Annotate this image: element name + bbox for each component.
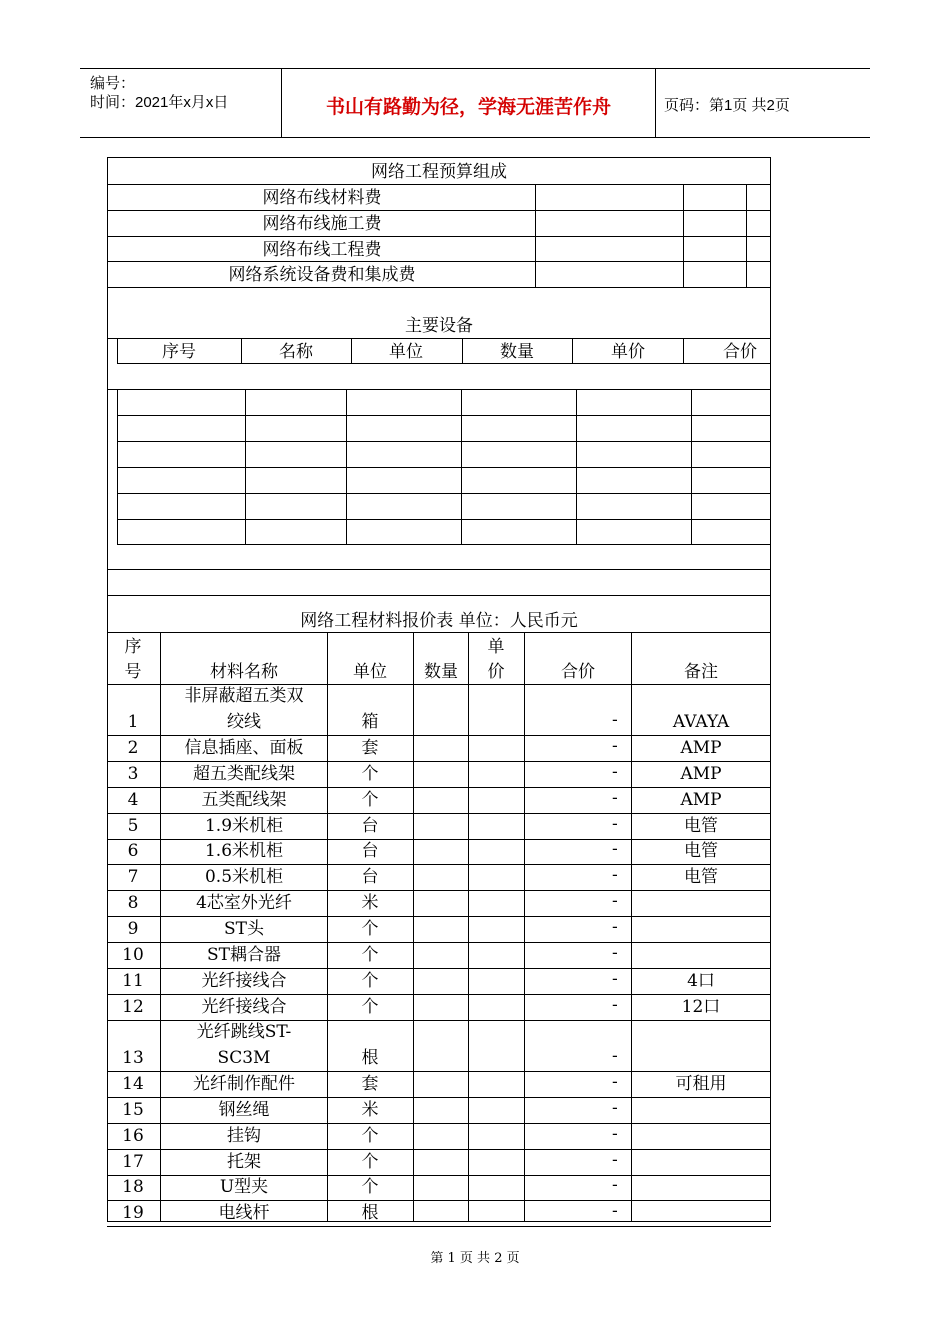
quote-row-unit: 套	[361, 738, 379, 758]
quote-row-name: 1.9米机柜	[204, 816, 284, 836]
quote-row-total: -	[612, 891, 618, 911]
quote-row-no: 5	[127, 816, 139, 836]
quote-row-unit: 台	[361, 816, 379, 836]
budget-row-rule	[107, 287, 771, 288]
quote-row-note: AMP	[680, 764, 722, 784]
quote-row-unit: 个	[361, 790, 379, 810]
quote-row-name: 4芯室外光纤	[196, 893, 292, 913]
quote-col-rule	[524, 632, 525, 1222]
equipment-title: 主要设备	[405, 316, 473, 336]
equipment-grid-rule	[117, 519, 771, 520]
quote-row-name: 绞线	[227, 712, 261, 732]
quote-row-note: 12口	[681, 997, 721, 1017]
quote-row-unit: 个	[361, 945, 379, 965]
quote-row-no: 10	[122, 945, 144, 965]
quote-row-note: 电管	[684, 841, 718, 861]
quote-row-no: 17	[122, 1152, 144, 1172]
quote-row-total: -	[612, 995, 618, 1015]
quote-row-rule	[107, 787, 771, 788]
quote-row-total: -	[612, 1150, 618, 1170]
quote-row-unit: 米	[361, 893, 379, 913]
equipment-col-header: 合价	[723, 342, 757, 362]
quote-row-total: -	[612, 1201, 618, 1221]
budget-item: 网络布线材料费	[262, 188, 382, 208]
quote-row-unit: 个	[361, 764, 379, 784]
frame-left	[107, 157, 108, 1222]
quote-row-rule	[107, 1020, 771, 1021]
quote-title-rule	[107, 632, 771, 633]
quote-row-no: 14	[122, 1074, 144, 1094]
table-rule	[241, 338, 242, 364]
quote-row-name: U型夹	[219, 1177, 269, 1197]
table-rule	[117, 363, 771, 364]
quote-row-no: 13	[122, 1048, 144, 1068]
quote-row-no: 16	[122, 1126, 144, 1146]
quote-row-rule	[107, 761, 771, 762]
quote-row-unit: 套	[361, 1074, 379, 1094]
quote-col-total: 合价	[561, 662, 595, 682]
budget-row-rule	[107, 261, 771, 262]
quote-header-rule	[107, 684, 771, 685]
quote-row-name: 钢丝绳	[218, 1100, 270, 1120]
page-header	[80, 68, 870, 138]
equipment-col-header: 数量	[500, 342, 534, 362]
quote-row-rule	[107, 916, 771, 917]
quote-row-no: 15	[122, 1100, 144, 1120]
quote-row-name: 托架	[227, 1152, 261, 1172]
quote-row-unit: 台	[361, 867, 379, 887]
quote-row-rule	[107, 1175, 771, 1176]
quote-row-name: 光纤制作配件	[193, 1074, 295, 1094]
quote-row-note: AMP	[680, 738, 722, 758]
quote-col-seq: 序	[124, 637, 142, 657]
quote-col-rule	[160, 632, 161, 1222]
quote-row-no: 11	[122, 971, 144, 991]
quote-row-name: 光纤接线合	[201, 971, 287, 991]
table-rule	[683, 261, 684, 288]
quote-row-no: 3	[127, 764, 139, 784]
quote-row-total: -	[612, 943, 618, 963]
table-rule	[535, 210, 536, 237]
table-rule	[535, 261, 536, 288]
table-rule	[746, 184, 747, 211]
quote-row-rule	[107, 890, 771, 891]
quote-row-unit: 个	[361, 997, 379, 1017]
quote-col-note: 备注	[684, 662, 718, 682]
budget-item: 网络系统设备费和集成费	[228, 265, 416, 285]
budget-title: 网络工程预算组成	[371, 162, 507, 182]
quote-row-total: -	[612, 839, 618, 859]
quote-row-note: 4口	[687, 971, 715, 991]
table-rule	[683, 210, 684, 237]
quote-row-unit: 个	[361, 971, 379, 991]
header-meta	[80, 69, 280, 137]
quote-row-name: 0.5米机柜	[204, 867, 284, 887]
quote-row-total: -	[612, 1098, 618, 1118]
quote-row-no: 6	[127, 841, 139, 861]
quote-row-rule	[107, 1226, 771, 1227]
equipment-grid-rule	[117, 389, 118, 545]
budget-row-rule	[107, 236, 771, 237]
quote-row-rule	[107, 735, 771, 736]
quote-row-name: 1.6米机柜	[204, 841, 284, 861]
equipment-grid-rule	[245, 389, 246, 545]
quote-row-name: 信息插座、面板	[184, 738, 304, 758]
quote-row-no: 19	[122, 1203, 144, 1223]
quote-row-rule	[107, 942, 771, 943]
quote-row-total: -	[612, 1046, 618, 1066]
equipment-grid-rule	[461, 389, 462, 545]
table-rule	[535, 236, 536, 262]
equipment-grid-rule	[576, 389, 577, 545]
quote-row-total: -	[612, 710, 618, 730]
quote-row-name: 五类配线架	[201, 790, 287, 810]
quote-row-total: -	[612, 969, 618, 989]
quote-col-qty: 数量	[424, 662, 458, 682]
quote-row-total: -	[612, 814, 618, 834]
quote-row-rule	[107, 1123, 771, 1124]
table-rule	[683, 236, 684, 262]
quote-title: 网络工程材料报价表 单位：人民币元	[300, 611, 578, 631]
quote-col-seq: 号	[124, 662, 142, 682]
table-rule	[351, 338, 352, 364]
quote-row-total: -	[612, 1072, 618, 1092]
quote-row-rule	[107, 1200, 771, 1201]
equipment-col-header: 单价	[611, 342, 645, 362]
table-rule	[683, 184, 684, 211]
budget-row-rule	[107, 210, 771, 211]
quote-row-no: 12	[122, 997, 144, 1017]
quote-row-no: 4	[127, 790, 139, 810]
quote-row-unit: 台	[361, 841, 379, 861]
quote-row-unit: 个	[361, 1126, 379, 1146]
frame-top	[107, 157, 771, 158]
quote-row-unit: 个	[361, 919, 379, 939]
quote-row-name: ST耦合器	[207, 945, 281, 965]
quote-row-name: 非屏蔽超五类双	[184, 686, 304, 706]
table-rule	[462, 338, 463, 364]
quote-col-price: 价	[487, 662, 505, 682]
table-rule	[117, 338, 118, 364]
quote-row-unit: 根	[361, 1203, 379, 1223]
quote-row-total: -	[612, 1175, 618, 1195]
page-footer: 第 1 页 共 2 页	[430, 1251, 520, 1266]
table-rule	[572, 338, 573, 364]
quote-row-note: 电管	[684, 867, 718, 887]
quote-col-rule	[631, 632, 632, 1222]
budget-item: 网络布线工程费	[262, 240, 382, 260]
quote-row-no: 18	[122, 1177, 144, 1197]
quote-col-price: 单	[487, 637, 505, 657]
quote-row-note: AMP	[680, 790, 722, 810]
quote-row-rule	[107, 1149, 771, 1150]
quote-row-name: 光纤接线合	[201, 997, 287, 1017]
quote-col-rule	[327, 632, 328, 1222]
table-rule	[535, 184, 536, 211]
quote-row-rule	[107, 813, 771, 814]
equipment-grid-rule	[770, 389, 771, 545]
header-motto: 书山有路勤为径，学海无涯苦作舟	[325, 95, 611, 118]
table-rule	[107, 569, 771, 570]
quote-row-total: -	[612, 788, 618, 808]
quote-row-total: -	[612, 1124, 618, 1144]
quote-row-total: -	[612, 917, 618, 937]
quote-row-rule	[107, 1071, 771, 1072]
code-label: 编号：	[90, 75, 136, 92]
table-rule	[683, 338, 684, 364]
table-rule	[117, 338, 771, 339]
quote-row-no: 1	[127, 712, 139, 732]
quote-row-no: 9	[127, 919, 139, 939]
quote-row-name: 挂钩	[227, 1126, 261, 1146]
equipment-grid-rule	[691, 389, 692, 545]
quote-row-name: ST头	[224, 919, 264, 939]
budget-document	[107, 157, 771, 1222]
quote-row-name: 光纤跳线ST-	[196, 1022, 292, 1042]
quote-row-total: -	[612, 762, 618, 782]
frame-right	[770, 157, 771, 1222]
quote-row-name: 电线杆	[218, 1203, 270, 1223]
quote-row-no: 8	[127, 893, 139, 913]
quote-row-no: 7	[127, 867, 139, 887]
quote-row-note: AVAYA	[672, 712, 730, 732]
equipment-col-header: 序号	[162, 342, 196, 362]
quote-row-name: 超五类配线架	[193, 764, 295, 784]
quote-col-unit: 单位	[353, 662, 387, 682]
equipment-grid-rule	[346, 389, 347, 545]
equipment-grid-rule	[117, 544, 771, 545]
quote-row-name: SC3M	[217, 1048, 271, 1068]
quote-row-unit: 箱	[361, 712, 379, 732]
quote-row-unit: 个	[361, 1177, 379, 1197]
table-rule	[746, 261, 747, 288]
quote-row-unit: 根	[361, 1048, 379, 1068]
equipment-grid-rule	[117, 441, 771, 442]
quote-col-rule	[468, 632, 469, 1222]
quote-row-rule	[107, 839, 771, 840]
time-label: 时间：2021年x月x日	[90, 94, 229, 111]
table-rule	[746, 236, 747, 262]
equipment-grid-rule	[117, 389, 771, 390]
equipment-col-header: 单位	[389, 342, 423, 362]
budget-row-rule	[107, 184, 771, 185]
quote-row-rule	[107, 1097, 771, 1098]
quote-col-rule	[413, 632, 414, 1222]
equipment-col-header: 名称	[279, 342, 313, 362]
equipment-grid-rule	[117, 493, 771, 494]
quote-row-rule	[107, 968, 771, 969]
equipment-grid-rule	[117, 467, 771, 468]
table-rule	[107, 595, 771, 596]
quote-row-note: 可租用	[675, 1074, 727, 1094]
quote-col-name: 材料名称	[210, 662, 278, 682]
quote-row-total: -	[612, 865, 618, 885]
quote-row-no: 2	[127, 738, 139, 758]
quote-row-rule	[107, 864, 771, 865]
equipment-grid-rule	[117, 415, 771, 416]
quote-row-total: -	[612, 736, 618, 756]
quote-row-rule	[107, 994, 771, 995]
page-info: 页码：第1页 共2页	[664, 96, 790, 114]
table-rule	[746, 210, 747, 237]
quote-row-unit: 米	[361, 1100, 379, 1120]
budget-item: 网络布线施工费	[262, 214, 382, 234]
quote-row-note: 电管	[684, 816, 718, 836]
quote-row-unit: 个	[361, 1152, 379, 1172]
